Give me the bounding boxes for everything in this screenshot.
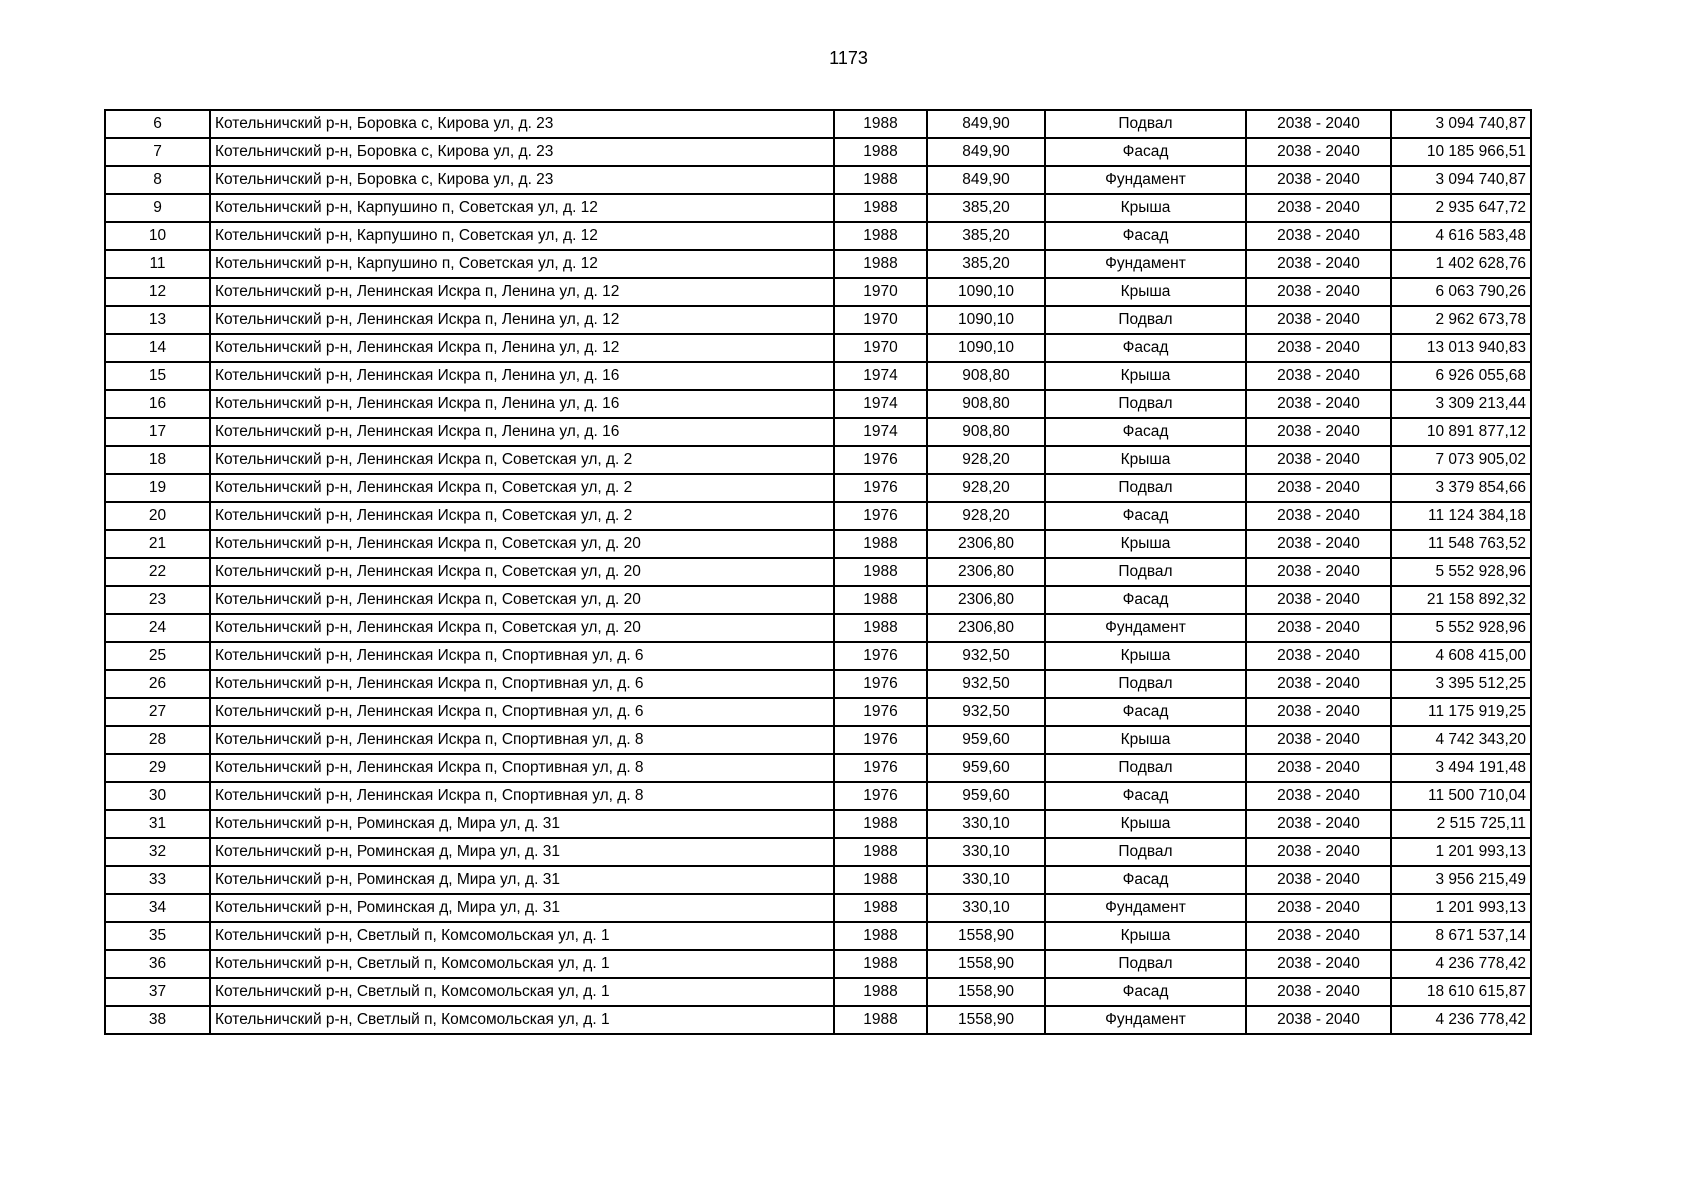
area-cell: 928,20 (927, 502, 1045, 530)
build-year-cell: 1988 (834, 250, 927, 278)
period-cell: 2038 - 2040 (1246, 110, 1391, 138)
build-year-cell: 1976 (834, 698, 927, 726)
work-type-cell: Подвал (1045, 838, 1246, 866)
row-number-cell: 18 (105, 446, 210, 474)
work-type-cell: Фундамент (1045, 1006, 1246, 1034)
period-cell: 2038 - 2040 (1246, 390, 1391, 418)
table-row (105, 838, 1531, 866)
cost-cell: 3 094 740,87 (1391, 166, 1531, 194)
row-number-cell: 21 (105, 530, 210, 558)
period-cell: 2038 - 2040 (1246, 502, 1391, 530)
period-cell: 2038 - 2040 (1246, 418, 1391, 446)
address-cell: Котельничский р-н, Ленинская Искра п, Ленина ул, д. 16 (210, 390, 834, 418)
cost-cell: 4 616 583,48 (1391, 222, 1531, 250)
build-year-cell: 1970 (834, 278, 927, 306)
cost-cell: 2 515 725,11 (1391, 810, 1531, 838)
work-type-cell: Фасад (1045, 418, 1246, 446)
address-cell: Котельничский р-н, Ленинская Искра п, Советская ул, д. 20 (210, 558, 834, 586)
period-cell: 2038 - 2040 (1246, 222, 1391, 250)
build-year-cell: 1988 (834, 866, 927, 894)
period-cell: 2038 - 2040 (1246, 138, 1391, 166)
table-row (105, 866, 1531, 894)
build-year-cell: 1988 (834, 110, 927, 138)
table-row (105, 558, 1531, 586)
build-year-cell: 1988 (834, 586, 927, 614)
period-cell: 2038 - 2040 (1246, 782, 1391, 810)
cost-cell: 3 956 215,49 (1391, 866, 1531, 894)
row-number-cell: 27 (105, 698, 210, 726)
table-row (105, 194, 1531, 222)
area-cell: 932,50 (927, 642, 1045, 670)
address-cell: Котельничский р-н, Светлый п, Комсомольская ул, д. 1 (210, 922, 834, 950)
work-type-cell: Крыша (1045, 362, 1246, 390)
table-row (105, 138, 1531, 166)
row-number-cell: 33 (105, 866, 210, 894)
build-year-cell: 1976 (834, 782, 927, 810)
cost-cell: 1 201 993,13 (1391, 894, 1531, 922)
build-year-cell: 1976 (834, 726, 927, 754)
work-type-cell: Крыша (1045, 726, 1246, 754)
cost-cell: 2 935 647,72 (1391, 194, 1531, 222)
table-row (105, 726, 1531, 754)
row-number-cell: 23 (105, 586, 210, 614)
row-number-cell: 25 (105, 642, 210, 670)
period-cell: 2038 - 2040 (1246, 586, 1391, 614)
period-cell: 2038 - 2040 (1246, 922, 1391, 950)
work-type-cell: Фасад (1045, 698, 1246, 726)
row-number-cell: 17 (105, 418, 210, 446)
period-cell: 2038 - 2040 (1246, 726, 1391, 754)
row-number-cell: 19 (105, 474, 210, 502)
row-number-cell: 12 (105, 278, 210, 306)
work-type-cell: Подвал (1045, 390, 1246, 418)
build-year-cell: 1988 (834, 194, 927, 222)
cost-cell: 3 395 512,25 (1391, 670, 1531, 698)
row-number-cell: 32 (105, 838, 210, 866)
table-row (105, 810, 1531, 838)
cost-cell: 10 891 877,12 (1391, 418, 1531, 446)
work-type-cell: Фундамент (1045, 250, 1246, 278)
address-cell: Котельничский р-н, Ленинская Искра п, Спортивная ул, д. 8 (210, 726, 834, 754)
cost-cell: 2 962 673,78 (1391, 306, 1531, 334)
row-number-cell: 26 (105, 670, 210, 698)
period-cell: 2038 - 2040 (1246, 558, 1391, 586)
area-cell: 1090,10 (927, 278, 1045, 306)
work-type-cell: Подвал (1045, 110, 1246, 138)
work-type-cell: Фасад (1045, 586, 1246, 614)
page-number: 1173 (829, 48, 868, 68)
address-cell: Котельничский р-н, Ленинская Искра п, Спортивная ул, д. 6 (210, 698, 834, 726)
area-cell: 330,10 (927, 866, 1045, 894)
cost-cell: 4 608 415,00 (1391, 642, 1531, 670)
area-cell: 385,20 (927, 250, 1045, 278)
work-type-cell: Фундамент (1045, 614, 1246, 642)
cost-cell: 4 236 778,42 (1391, 950, 1531, 978)
row-number-cell: 22 (105, 558, 210, 586)
cost-cell: 11 500 710,04 (1391, 782, 1531, 810)
work-type-cell: Подвал (1045, 950, 1246, 978)
row-number-cell: 34 (105, 894, 210, 922)
build-year-cell: 1974 (834, 390, 927, 418)
build-year-cell: 1988 (834, 138, 927, 166)
table-row (105, 950, 1531, 978)
address-cell: Котельничский р-н, Роминская д, Мира ул, д. 31 (210, 810, 834, 838)
table-row (105, 418, 1531, 446)
row-number-cell: 16 (105, 390, 210, 418)
address-cell: Котельничский р-н, Ленинская Искра п, Ленина ул, д. 12 (210, 278, 834, 306)
address-cell: Котельничский р-н, Ленинская Искра п, Спортивная ул, д. 8 (210, 782, 834, 810)
area-cell: 959,60 (927, 726, 1045, 754)
area-cell: 849,90 (927, 138, 1045, 166)
area-cell: 849,90 (927, 166, 1045, 194)
build-year-cell: 1976 (834, 446, 927, 474)
area-cell: 330,10 (927, 810, 1045, 838)
row-number-cell: 15 (105, 362, 210, 390)
address-cell: Котельничский р-н, Боровка с, Кирова ул, д. 23 (210, 110, 834, 138)
table-body (105, 110, 1531, 1034)
row-number-cell: 9 (105, 194, 210, 222)
period-cell: 2038 - 2040 (1246, 530, 1391, 558)
build-year-cell: 1988 (834, 978, 927, 1006)
area-cell: 2306,80 (927, 586, 1045, 614)
build-year-cell: 1974 (834, 418, 927, 446)
cost-cell: 11 175 919,25 (1391, 698, 1531, 726)
work-type-cell: Подвал (1045, 306, 1246, 334)
area-cell: 932,50 (927, 670, 1045, 698)
work-type-cell: Фасад (1045, 978, 1246, 1006)
table-row (105, 698, 1531, 726)
period-cell: 2038 - 2040 (1246, 670, 1391, 698)
row-number-cell: 36 (105, 950, 210, 978)
cost-cell: 11 124 384,18 (1391, 502, 1531, 530)
area-cell: 908,80 (927, 362, 1045, 390)
address-cell: Котельничский р-н, Карпушино п, Советская ул, д. 12 (210, 194, 834, 222)
work-type-cell: Фасад (1045, 782, 1246, 810)
cost-cell: 7 073 905,02 (1391, 446, 1531, 474)
address-cell: Котельничский р-н, Роминская д, Мира ул, д. 31 (210, 894, 834, 922)
period-cell: 2038 - 2040 (1246, 642, 1391, 670)
area-cell: 1090,10 (927, 334, 1045, 362)
build-year-cell: 1970 (834, 306, 927, 334)
period-cell: 2038 - 2040 (1246, 950, 1391, 978)
address-cell: Котельничский р-н, Ленинская Искра п, Советская ул, д. 20 (210, 614, 834, 642)
build-year-cell: 1988 (834, 1006, 927, 1034)
table-row (105, 334, 1531, 362)
area-cell: 385,20 (927, 222, 1045, 250)
table-row (105, 642, 1531, 670)
area-cell: 849,90 (927, 110, 1045, 138)
work-type-cell: Фасад (1045, 222, 1246, 250)
period-cell: 2038 - 2040 (1246, 754, 1391, 782)
table-row (105, 922, 1531, 950)
address-cell: Котельничский р-н, Светлый п, Комсомольская ул, д. 1 (210, 1006, 834, 1034)
address-cell: Котельничский р-н, Ленинская Искра п, Спортивная ул, д. 8 (210, 754, 834, 782)
row-number-cell: 31 (105, 810, 210, 838)
table-row (105, 306, 1531, 334)
row-number-cell: 24 (105, 614, 210, 642)
address-cell: Котельничский р-н, Ленинская Искра п, Ленина ул, д. 16 (210, 418, 834, 446)
row-number-cell: 10 (105, 222, 210, 250)
period-cell: 2038 - 2040 (1246, 166, 1391, 194)
build-year-cell: 1970 (834, 334, 927, 362)
cost-cell: 13 013 940,83 (1391, 334, 1531, 362)
period-cell: 2038 - 2040 (1246, 838, 1391, 866)
period-cell: 2038 - 2040 (1246, 194, 1391, 222)
address-cell: Котельничский р-н, Карпушино п, Советская ул, д. 12 (210, 222, 834, 250)
address-cell: Котельничский р-н, Ленинская Искра п, Ленина ул, д. 12 (210, 306, 834, 334)
table-row (105, 390, 1531, 418)
cost-cell: 1 201 993,13 (1391, 838, 1531, 866)
build-year-cell: 1974 (834, 362, 927, 390)
row-number-cell: 20 (105, 502, 210, 530)
period-cell: 2038 - 2040 (1246, 474, 1391, 502)
work-type-cell: Крыша (1045, 278, 1246, 306)
period-cell: 2038 - 2040 (1246, 1006, 1391, 1034)
row-number-cell: 7 (105, 138, 210, 166)
address-cell: Котельничский р-н, Светлый п, Комсомольская ул, д. 1 (210, 978, 834, 1006)
cost-cell: 5 552 928,96 (1391, 614, 1531, 642)
build-year-cell: 1988 (834, 950, 927, 978)
address-cell: Котельничский р-н, Ленинская Искра п, Советская ул, д. 20 (210, 586, 834, 614)
cost-cell: 1 402 628,76 (1391, 250, 1531, 278)
build-year-cell: 1988 (834, 166, 927, 194)
table-row (105, 278, 1531, 306)
area-cell: 2306,80 (927, 558, 1045, 586)
area-cell: 1558,90 (927, 922, 1045, 950)
table-row (105, 782, 1531, 810)
period-cell: 2038 - 2040 (1246, 866, 1391, 894)
address-cell: Котельничский р-н, Боровка с, Кирова ул, д. 23 (210, 138, 834, 166)
table-row (105, 670, 1531, 698)
area-cell: 959,60 (927, 754, 1045, 782)
address-cell: Котельничский р-н, Ленинская Искра п, Ленина ул, д. 16 (210, 362, 834, 390)
work-type-cell: Подвал (1045, 670, 1246, 698)
area-cell: 908,80 (927, 390, 1045, 418)
row-number-cell: 28 (105, 726, 210, 754)
area-cell: 1558,90 (927, 978, 1045, 1006)
table-row (105, 474, 1531, 502)
area-cell: 1090,10 (927, 306, 1045, 334)
build-year-cell: 1988 (834, 614, 927, 642)
build-year-cell: 1976 (834, 642, 927, 670)
address-cell: Котельничский р-н, Ленинская Искра п, Советская ул, д. 2 (210, 474, 834, 502)
build-year-cell: 1988 (834, 810, 927, 838)
build-year-cell: 1976 (834, 670, 927, 698)
build-year-cell: 1988 (834, 838, 927, 866)
build-year-cell: 1988 (834, 530, 927, 558)
address-cell: Котельничский р-н, Боровка с, Кирова ул, д. 23 (210, 166, 834, 194)
build-year-cell: 1988 (834, 922, 927, 950)
work-type-cell: Подвал (1045, 558, 1246, 586)
row-number-cell: 29 (105, 754, 210, 782)
build-year-cell: 1988 (834, 558, 927, 586)
area-cell: 932,50 (927, 698, 1045, 726)
period-cell: 2038 - 2040 (1246, 446, 1391, 474)
work-type-cell: Крыша (1045, 194, 1246, 222)
cost-cell: 4 236 778,42 (1391, 1006, 1531, 1034)
cost-cell: 10 185 966,51 (1391, 138, 1531, 166)
address-cell: Котельничский р-н, Роминская д, Мира ул, д. 31 (210, 866, 834, 894)
address-cell: Котельничский р-н, Ленинская Искра п, Ленина ул, д. 12 (210, 334, 834, 362)
cost-cell: 18 610 615,87 (1391, 978, 1531, 1006)
period-cell: 2038 - 2040 (1246, 278, 1391, 306)
address-cell: Котельничский р-н, Ленинская Искра п, Спортивная ул, д. 6 (210, 670, 834, 698)
table-row (105, 1006, 1531, 1034)
cost-cell: 3 094 740,87 (1391, 110, 1531, 138)
table-row (105, 978, 1531, 1006)
work-type-cell: Фасад (1045, 138, 1246, 166)
work-type-cell: Фасад (1045, 334, 1246, 362)
table-row (105, 530, 1531, 558)
work-type-cell: Фасад (1045, 866, 1246, 894)
table-row (105, 754, 1531, 782)
area-cell: 928,20 (927, 474, 1045, 502)
cost-cell: 6 063 790,26 (1391, 278, 1531, 306)
address-cell: Котельничский р-н, Ленинская Искра п, Спортивная ул, д. 6 (210, 642, 834, 670)
table-row (105, 502, 1531, 530)
table-row (105, 894, 1531, 922)
cost-cell: 3 494 191,48 (1391, 754, 1531, 782)
work-type-cell: Фундамент (1045, 894, 1246, 922)
table-row (105, 166, 1531, 194)
area-cell: 330,10 (927, 838, 1045, 866)
build-year-cell: 1976 (834, 754, 927, 782)
work-type-cell: Фундамент (1045, 166, 1246, 194)
work-type-cell: Подвал (1045, 754, 1246, 782)
period-cell: 2038 - 2040 (1246, 894, 1391, 922)
table-row (105, 362, 1531, 390)
work-type-cell: Крыша (1045, 810, 1246, 838)
cost-cell: 11 548 763,52 (1391, 530, 1531, 558)
work-type-cell: Крыша (1045, 446, 1246, 474)
period-cell: 2038 - 2040 (1246, 334, 1391, 362)
cost-cell: 3 309 213,44 (1391, 390, 1531, 418)
area-cell: 908,80 (927, 418, 1045, 446)
cost-cell: 4 742 343,20 (1391, 726, 1531, 754)
row-number-cell: 11 (105, 250, 210, 278)
row-number-cell: 35 (105, 922, 210, 950)
address-cell: Котельничский р-н, Ленинская Искра п, Советская ул, д. 2 (210, 502, 834, 530)
period-cell: 2038 - 2040 (1246, 362, 1391, 390)
row-number-cell: 37 (105, 978, 210, 1006)
period-cell: 2038 - 2040 (1246, 250, 1391, 278)
period-cell: 2038 - 2040 (1246, 810, 1391, 838)
row-number-cell: 8 (105, 166, 210, 194)
capital-repair-table (104, 109, 1532, 1035)
area-cell: 928,20 (927, 446, 1045, 474)
build-year-cell: 1988 (834, 222, 927, 250)
build-year-cell: 1976 (834, 502, 927, 530)
cost-cell: 5 552 928,96 (1391, 558, 1531, 586)
period-cell: 2038 - 2040 (1246, 306, 1391, 334)
area-cell: 1558,90 (927, 1006, 1045, 1034)
cost-cell: 3 379 854,66 (1391, 474, 1531, 502)
cost-cell: 21 158 892,32 (1391, 586, 1531, 614)
period-cell: 2038 - 2040 (1246, 698, 1391, 726)
area-cell: 2306,80 (927, 530, 1045, 558)
work-type-cell: Крыша (1045, 642, 1246, 670)
work-type-cell: Подвал (1045, 474, 1246, 502)
table-row (105, 614, 1531, 642)
row-number-cell: 38 (105, 1006, 210, 1034)
table-row (105, 250, 1531, 278)
address-cell: Котельничский р-н, Светлый п, Комсомольская ул, д. 1 (210, 950, 834, 978)
work-type-cell: Фасад (1045, 502, 1246, 530)
address-cell: Котельничский р-н, Карпушино п, Советская ул, д. 12 (210, 250, 834, 278)
work-type-cell: Крыша (1045, 530, 1246, 558)
table-row (105, 446, 1531, 474)
address-cell: Котельничский р-н, Ленинская Искра п, Советская ул, д. 2 (210, 446, 834, 474)
cost-cell: 8 671 537,14 (1391, 922, 1531, 950)
row-number-cell: 6 (105, 110, 210, 138)
build-year-cell: 1988 (834, 894, 927, 922)
area-cell: 385,20 (927, 194, 1045, 222)
period-cell: 2038 - 2040 (1246, 978, 1391, 1006)
table-row (105, 222, 1531, 250)
row-number-cell: 13 (105, 306, 210, 334)
area-cell: 1558,90 (927, 950, 1045, 978)
address-cell: Котельничский р-н, Роминская д, Мира ул, д. 31 (210, 838, 834, 866)
cost-cell: 6 926 055,68 (1391, 362, 1531, 390)
row-number-cell: 14 (105, 334, 210, 362)
area-cell: 330,10 (927, 894, 1045, 922)
work-type-cell: Крыша (1045, 922, 1246, 950)
row-number-cell: 30 (105, 782, 210, 810)
period-cell: 2038 - 2040 (1246, 614, 1391, 642)
area-cell: 2306,80 (927, 614, 1045, 642)
build-year-cell: 1976 (834, 474, 927, 502)
area-cell: 959,60 (927, 782, 1045, 810)
table-row (105, 110, 1531, 138)
table-row (105, 586, 1531, 614)
address-cell: Котельничский р-н, Ленинская Искра п, Советская ул, д. 20 (210, 530, 834, 558)
